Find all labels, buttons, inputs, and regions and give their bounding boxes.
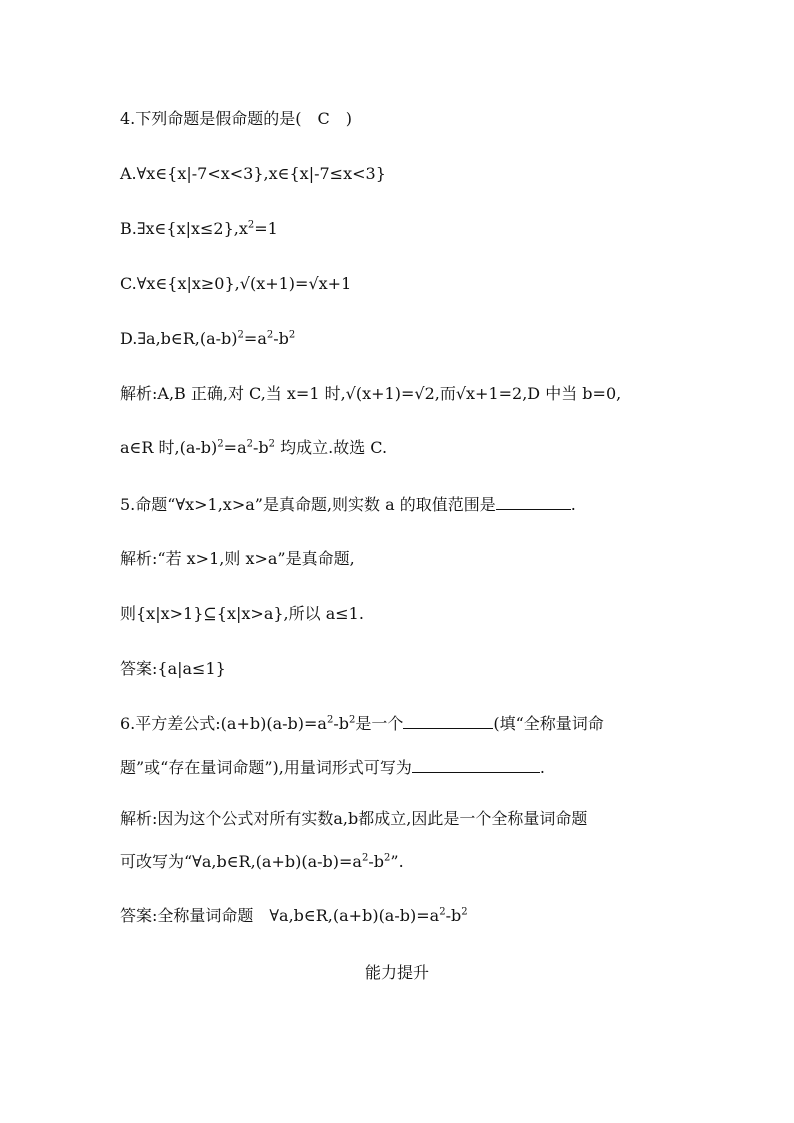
q4-analysis-text3: -b bbox=[252, 438, 269, 457]
q6-analysis-line2 bbox=[120, 851, 404, 873]
q4-option-a: A.∀x∈{x|-7<x<3},x∈{x|-7≤x<3} bbox=[120, 164, 386, 183]
superscript: 2 bbox=[384, 852, 391, 864]
q4-option-d-text2: =a bbox=[243, 329, 267, 348]
q5-stem-text: 5.命题“∀x>1,x>a”是真命题,则实数 a 的取值范围是 bbox=[120, 495, 496, 514]
superscript: 2 bbox=[247, 219, 255, 231]
superscript: 2 bbox=[361, 852, 369, 864]
q4-option-b-text: B.∃x∈{x|x≤2},x bbox=[120, 219, 248, 238]
q6-stem-text2: -b bbox=[333, 714, 349, 733]
q4-option-d bbox=[120, 328, 295, 350]
q4-analysis-line1: 解析:A,B 正确,对 C,当 x=1 时,√(x+1)=√2,而√x+1=2,D 中当 b=0, bbox=[120, 384, 622, 403]
q4-analysis-text: a∈R 时,(a-b) bbox=[120, 438, 218, 457]
q4-option-d-text3: -b bbox=[273, 329, 289, 348]
superscript: 2 bbox=[326, 714, 334, 726]
superscript: 2 bbox=[266, 329, 274, 341]
q4-option-b-text2: =1 bbox=[254, 219, 278, 238]
q6-analysis-line1: 解析:因为这个公式对所有实数a,b都成立,因此是一个全称量词命题 bbox=[120, 809, 588, 828]
q6-stem-line2-end: . bbox=[539, 758, 545, 777]
superscript: 2 bbox=[348, 714, 356, 726]
superscript: 2 bbox=[461, 906, 468, 918]
q4-analysis-line2 bbox=[120, 437, 387, 459]
q6-analysis-text2: -b bbox=[368, 852, 385, 871]
superscript: 2 bbox=[268, 438, 276, 450]
q4-option-c: C.∀x∈{x|x≥0},√(x+1)=√x+1 bbox=[120, 274, 352, 293]
q4-option-d-text: D.∃a,b∈R,(a-b) bbox=[120, 329, 238, 348]
q6-stem-line2 bbox=[120, 756, 545, 779]
answer-blank bbox=[412, 756, 540, 773]
superscript: 2 bbox=[246, 438, 253, 450]
q6-stem-text: 6.平方差公式:(a+b)(a-b)=a bbox=[120, 714, 327, 733]
q6-stem-text3: 是一个 bbox=[355, 714, 404, 733]
q5-stem bbox=[120, 493, 576, 516]
section-title: 能力提升 bbox=[364, 963, 429, 982]
q6-answer bbox=[120, 905, 468, 927]
q4-analysis-text4: 均成立.故选 C. bbox=[275, 438, 388, 457]
answer-blank bbox=[403, 712, 493, 729]
q6-stem-line1 bbox=[120, 712, 604, 735]
q6-stem-line2-text: 题”或“存在量词命题”),用量词形式可写为 bbox=[120, 758, 412, 777]
q6-stem-text4: (填“全称量词命 bbox=[493, 714, 604, 733]
superscript: 2 bbox=[217, 438, 224, 450]
q6-analysis-text3: ”. bbox=[390, 852, 404, 871]
q5-answer: 答案:{a|a≤1} bbox=[120, 659, 226, 678]
q5-stem-end: . bbox=[570, 495, 576, 514]
q5-analysis-line1: 解析:“若 x>1,则 x>a”是真命题, bbox=[120, 549, 355, 568]
q4-stem: 4.下列命题是假命题的是( C ) bbox=[120, 109, 352, 128]
q6-analysis-text: 可改写为“∀a,b∈R,(a+b)(a-b)=a bbox=[120, 852, 362, 871]
q6-answer-text2: -b bbox=[445, 906, 462, 925]
q6-answer-text: 答案:全称量词命题 ∀a,b∈R,(a+b)(a-b)=a bbox=[120, 906, 440, 925]
superscript: 2 bbox=[288, 329, 296, 341]
superscript: 2 bbox=[439, 906, 446, 918]
superscript: 2 bbox=[237, 329, 244, 341]
q4-analysis-text2: =a bbox=[223, 438, 247, 457]
answer-blank bbox=[496, 493, 571, 510]
q5-analysis-line2: 则{x|x>1}⊆{x|x>a},所以 a≤1. bbox=[120, 604, 364, 623]
q4-option-b bbox=[120, 218, 278, 240]
